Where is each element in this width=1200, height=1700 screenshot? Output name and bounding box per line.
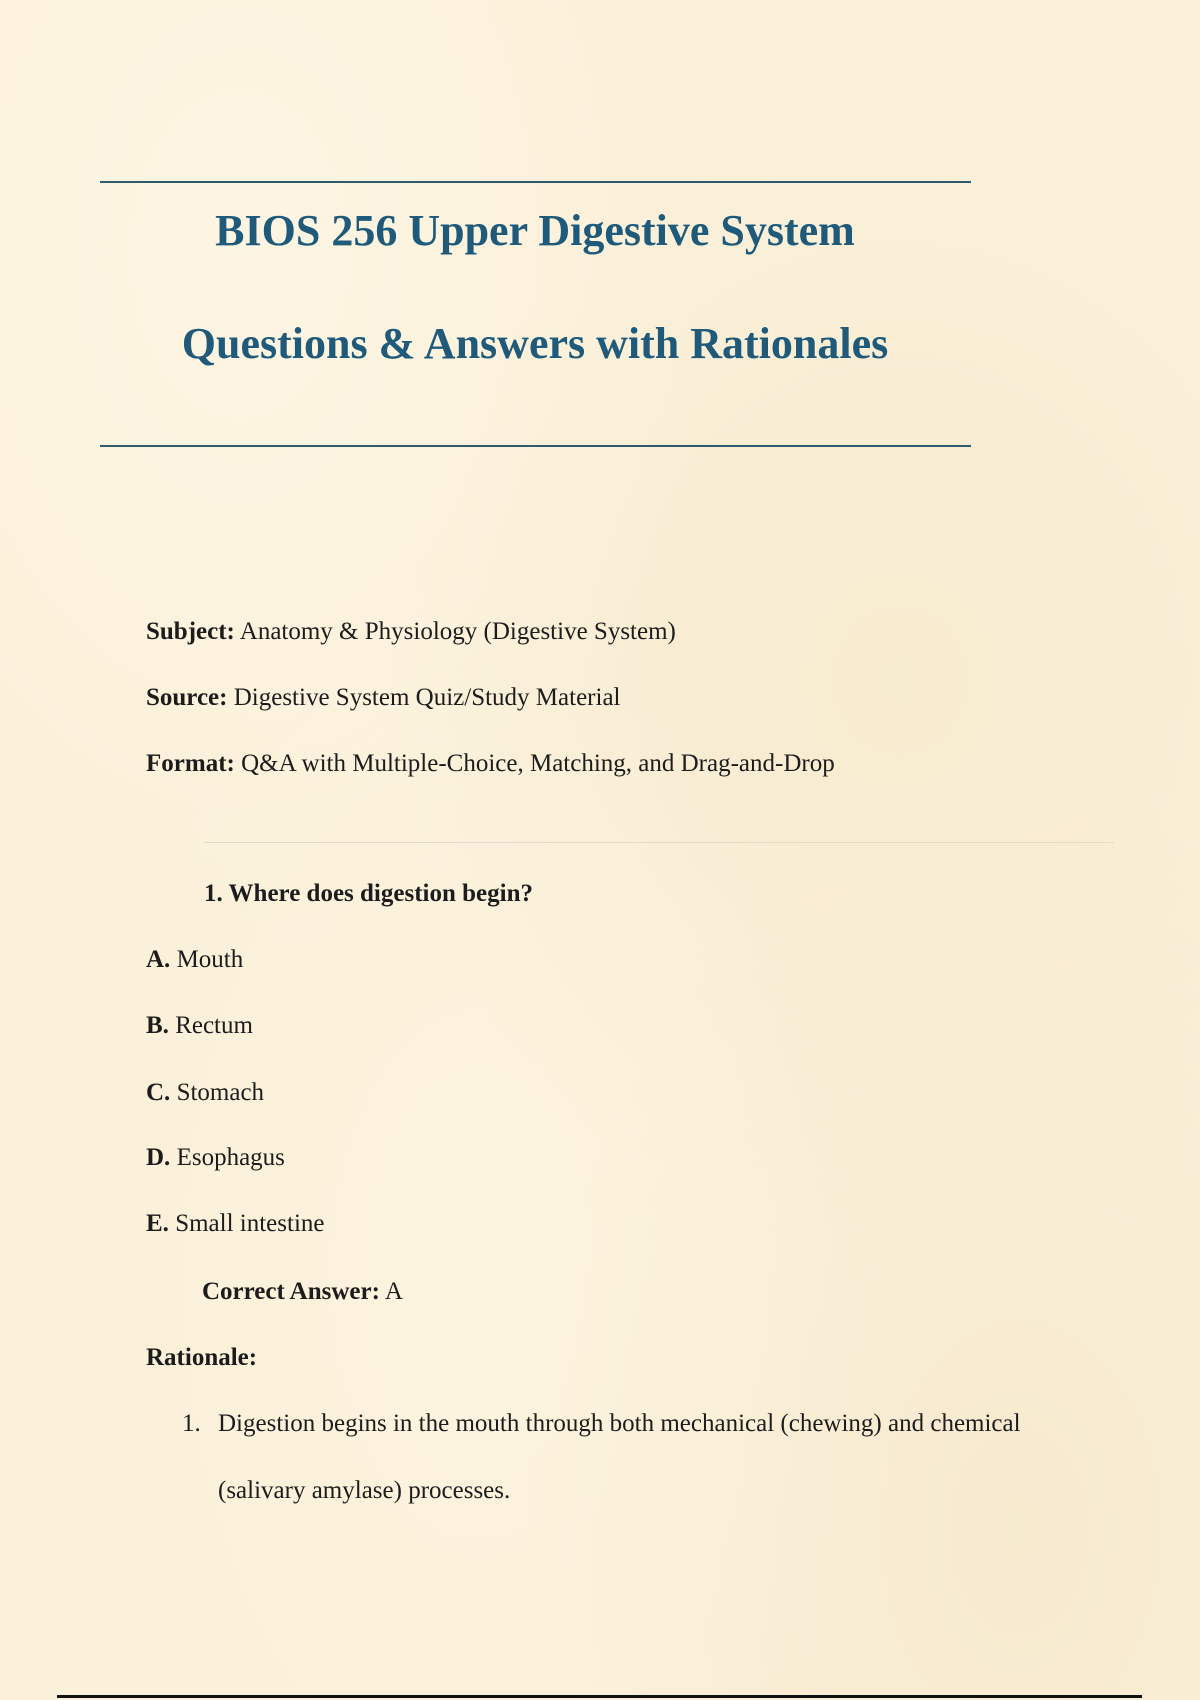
meta-subject-value: Anatomy & Physiology (Digestive System) — [239, 618, 676, 645]
question-title: 1. Where does digestion begin? — [204, 880, 533, 907]
option-key: B. — [146, 1012, 169, 1039]
page-title-line-2: Questions & Answers with Rationales — [181, 319, 889, 368]
meta-format-label: Format: — [146, 750, 235, 777]
option-key: A. — [146, 946, 171, 973]
title-rule-top — [100, 181, 971, 183]
meta-source-label: Source: — [146, 684, 228, 711]
rationale-item-number: 1. — [182, 1410, 201, 1437]
option-d — [146, 1144, 285, 1172]
meta-format-value: Q&A with Multiple-Choice, Matching, and Drag-and-Drop — [241, 750, 835, 777]
option-e — [146, 1210, 324, 1238]
meta-source-value: Digestive System Quiz/Study Material — [233, 684, 621, 711]
meta-source — [146, 684, 621, 712]
meta-subject-label: Subject: — [146, 618, 235, 645]
page-bottom-rule — [57, 1695, 1142, 1698]
meta-format — [146, 750, 835, 778]
option-key: E. — [146, 1210, 169, 1237]
correct-answer-value: A — [384, 1278, 403, 1305]
correct-answer — [202, 1278, 403, 1306]
section-divider — [204, 842, 1114, 843]
option-a — [146, 946, 243, 974]
rationale-item-text: Digestion begins in the mouth through both mechanical (chewing) and chemical (salivary amylase) processes. — [218, 1410, 1021, 1504]
option-text: Stomach — [176, 1079, 265, 1106]
rationale-heading: Rationale: — [146, 1344, 258, 1371]
option-text: Esophagus — [176, 1144, 285, 1171]
option-text: Rectum — [175, 1012, 253, 1039]
option-text: Mouth — [176, 946, 244, 973]
meta-subject — [146, 618, 676, 646]
page-title-line-1: BIOS 256 Upper Digestive System — [215, 206, 855, 255]
title-rule-bottom — [100, 445, 971, 447]
option-key: C. — [146, 1079, 171, 1106]
option-c — [146, 1079, 264, 1107]
option-b — [146, 1012, 253, 1040]
option-text: Small intestine — [175, 1210, 325, 1237]
option-key: D. — [146, 1144, 171, 1171]
correct-answer-label: Correct Answer: — [202, 1278, 380, 1305]
